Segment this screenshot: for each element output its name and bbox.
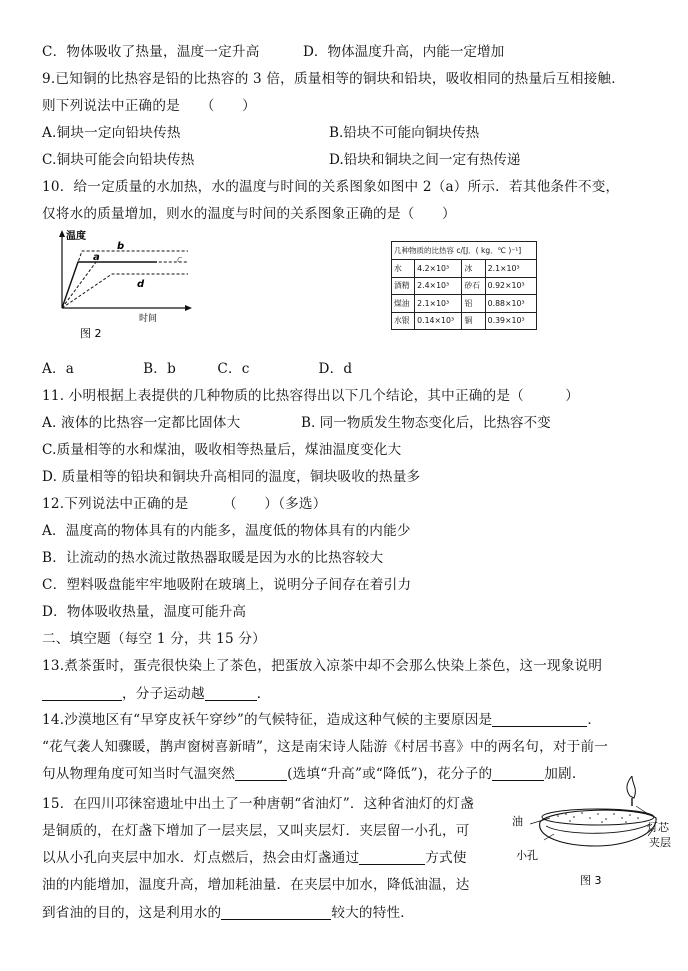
q11-option-d: D. 质量相等的铅块和铜块升高相同的温度，铜块吸收的热量多: [42, 469, 421, 485]
q12-option-b: B．让流动的热水流过散热器取暖是因为水的比热容较大: [42, 550, 384, 566]
section-2-title: 二、填空题（每空 1 分，共 15 分）: [42, 631, 266, 647]
fig2-ylabel: 温度: [66, 231, 86, 242]
curve-label-c: c: [177, 255, 182, 265]
q15-line-2: 是铜质的，在灯盏下增加了一层夹层，又叫夹层灯．夹层留一小孔，可: [42, 823, 470, 839]
curve-c: [62, 262, 188, 308]
q13-blank-1[interactable]: [42, 686, 122, 701]
q14-line-3: 句从物理角度可知当时气温突然 (选填“升高”或“降低”)，花分子的 加剧.: [42, 766, 577, 782]
curve-b: [62, 251, 188, 308]
q9-stem-2: 则下列说法中正确的是 （ ）: [42, 98, 256, 114]
q8-option-c: C．物体吸收了热量，温度一定升高: [42, 44, 260, 60]
q14-line-1: 14.沙漠地区有“早穿皮袄午穿纱”的气候特征，造成这种气候的主要原因是 ．: [42, 712, 602, 728]
q15-line-3: 以从小孔向夹层中加水．灯点燃后，热会由灯盏通过 方式使: [42, 850, 467, 866]
q9-stem-1: 9.已知铜的比热容是铅的比热容的 3 倍，质量相等的铜块和铅块，吸收相同的热量后互相接触．: [42, 71, 626, 87]
q10-options: A．a B．b C．c D．d: [42, 361, 353, 377]
q13-blank-2[interactable]: [205, 686, 257, 701]
q15-line-4: 油的内能增加，温度升高，增加耗油量．在夹层中加水，降低油温，达: [42, 877, 470, 893]
table-row: 煤油 2.1×10³ 铝 0.88×10³: [392, 295, 537, 313]
q8-option-d: D．物体温度升高，内能一定增加: [303, 44, 505, 60]
oil-surface: [542, 809, 654, 825]
q12-stem: 12.下列说法中正确的是 （ ）（多选）: [42, 496, 327, 512]
q9-option-d: D.铅块和铜块之间一定有热传递: [329, 152, 521, 168]
q11-stem: 11. 小明根据上表提供的几种物质的比热容得出以下几个结论，其中正确的是（ ）: [42, 388, 580, 404]
table-row: 水 4.2×10³ 冰 2.1×10³: [392, 260, 537, 278]
q9-option-b: B.铅块不可能向铜块传热: [329, 125, 480, 141]
table-header: 几种物质的比热容 c/[J．( kg．℃ )⁻¹]: [392, 242, 537, 260]
fig3-caption: 图 3: [580, 874, 602, 887]
q11-option-b: B. 同一物质发生物态变化后，比热容不变: [301, 415, 551, 431]
fig3-label-wick: 灯芯: [647, 821, 669, 834]
q14-blank-1[interactable]: [492, 712, 587, 727]
fig3-label-layer: 夹层: [649, 836, 671, 849]
q15-line-5: 到省油的目的，这是利用水的 较大的特性．: [42, 905, 415, 921]
curve-label-b: b: [117, 241, 125, 252]
table-row: 水银 0.14×10³ 铜 0.39×10³: [392, 312, 537, 330]
q11-option-a: A. 液体的比热容一定都比固体大: [42, 415, 241, 431]
q13-stem: 13.煮茶蛋时，蛋壳很快染上了茶色，把蛋放入凉茶中却不会那么快染上茶色，这一现象说明: [42, 658, 603, 674]
figure-3-oil-lamp: [508, 776, 680, 890]
table-row: 酒精 2.4×10³ 砂石 0.92×10³: [392, 277, 537, 295]
q10-stem-2: 仅将水的质量增加，则水的温度与时间的关系图象正确的是（ ）: [42, 206, 456, 222]
q14-blank-2[interactable]: [235, 766, 287, 781]
flame-icon: [627, 776, 635, 798]
q13-line-2: ，分子运动越 ．: [42, 682, 271, 702]
q15-blank-2[interactable]: [221, 905, 331, 920]
q12-option-c: C．塑料吸盘能牢牢地吸附在玻璃上，说明分子间存在着引力: [42, 577, 412, 593]
figure-2-graph: [52, 226, 202, 344]
q9-option-c: C.铜块可能会向铅块传热: [42, 152, 195, 168]
curve-d: [62, 274, 188, 308]
q15-line-1: 15．在四川邛徕窑遗址中出土了一种唐朝“省油灯”．这种省油灯的灯盏: [42, 796, 475, 812]
q11-option-c: C.质量相等的水和煤油，吸收相等热量后，煤油温度变化大: [42, 442, 402, 458]
specific-heat-table: [391, 241, 537, 330]
curve-label-d: d: [137, 279, 145, 290]
q15-blank-1[interactable]: [359, 850, 425, 865]
q12-option-a: A．温度高的物体具有的内能多，温度低的物体具有的内能少: [42, 523, 411, 539]
fig2-caption: 图 2: [80, 327, 102, 340]
q9-option-a: A.铜块一定向铅块传热: [42, 125, 181, 141]
fig3-label-hole: 小孔: [516, 849, 538, 862]
q12-option-d: D．物体吸收热量，温度可能升高: [42, 604, 247, 620]
curve-label-a: a: [93, 252, 100, 263]
q10-stem-1: 10．给一定质量的水加热，水的温度与时间的关系图象如图中 2（a）所示．若其他条件不变，: [42, 179, 620, 195]
fig2-xlabel: 时间: [139, 314, 158, 324]
q14-line-2: “花气袭人知骤暖，鹊声窗树喜新晴”，这是南宋诗人陆游《村居书喜》中的两名句，对于前一: [42, 739, 609, 755]
fig3-label-oil: 油: [512, 815, 523, 828]
